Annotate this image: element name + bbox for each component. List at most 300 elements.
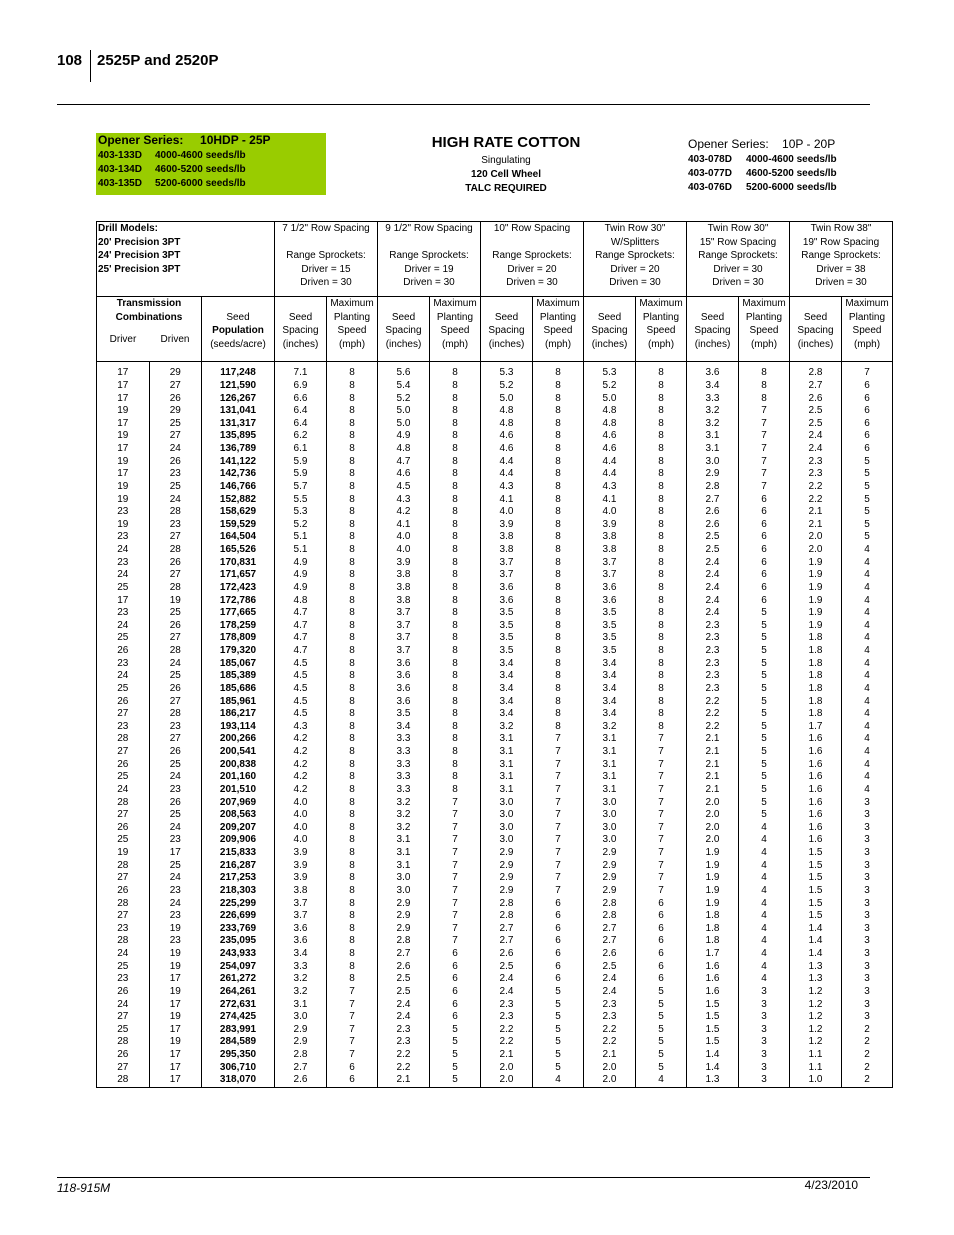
driven-header: Driven (160, 334, 190, 346)
table-cell: 5.2 (481, 380, 533, 393)
table-cell: 8 (636, 657, 687, 670)
table-cell: 2.7 (481, 935, 533, 948)
table-cell: 2.0 (687, 796, 739, 809)
table-cell: 6 (636, 897, 687, 910)
speed-header: Maximum Planting Speed (mph) (430, 297, 481, 362)
table-cell: 8 (327, 594, 378, 607)
table-cell: 6 (430, 998, 481, 1011)
table-cell: 2.9 (584, 872, 636, 885)
table-row (97, 405, 893, 418)
table-cell: 306,710 (202, 1061, 275, 1074)
table-cell: 3 (739, 1024, 790, 1037)
table-cell: 8 (327, 493, 378, 506)
table-cell: 8 (430, 367, 481, 380)
table-cell: 2.9 (378, 910, 430, 923)
table-cell: 8 (636, 367, 687, 380)
table-cell: 3.0 (584, 834, 636, 847)
table-cell: 2.7 (275, 1061, 327, 1074)
table-cell: 3.9 (275, 872, 327, 885)
table-cell: 8 (327, 670, 378, 683)
table-cell: 4.7 (378, 455, 430, 468)
table-cell: 8 (430, 708, 481, 721)
table-row (97, 1074, 893, 1087)
table-cell: 146,766 (202, 481, 275, 494)
chart-subtitle-2: 120 Cell Wheel (470, 169, 542, 180)
table-cell: 2.3 (687, 683, 739, 696)
table-row (97, 721, 893, 734)
table-cell: 200,541 (202, 746, 275, 759)
table-cell: 5 (739, 632, 790, 645)
table-cell: 3.3 (378, 771, 430, 784)
table-cell: 7 (430, 796, 481, 809)
table-cell: 3.3 (275, 960, 327, 973)
table-cell: 23 (97, 556, 150, 569)
table-cell: 6 (533, 948, 584, 961)
table-cell: 24 (149, 443, 202, 456)
table-row (97, 758, 893, 771)
table-cell: 1.7 (790, 721, 842, 734)
table-cell: 1.8 (790, 708, 842, 721)
table-cell: 1.6 (687, 960, 739, 973)
table-cell: 3.1 (584, 771, 636, 784)
table-row (97, 885, 893, 898)
table-cell: 8 (430, 771, 481, 784)
table-cell: 23 (97, 506, 150, 519)
table-cell: 3.2 (687, 418, 739, 431)
table-cell: 8 (430, 683, 481, 696)
table-cell: 23 (97, 607, 150, 620)
table-row (97, 481, 893, 494)
table-cell: 23 (149, 885, 202, 898)
table-cell: 26 (149, 455, 202, 468)
table-row (97, 544, 893, 557)
table-cell: 1.4 (790, 948, 842, 961)
drill-models-cell: Drill Models: 20' Precision 3PT 24' Precision 3PT 25' Precision 3PT (97, 222, 275, 297)
group-header: Twin Row 30" W/Splitters Range Sprockets: Driver = 20 Driven = 30 (584, 222, 687, 297)
table-cell: 4.1 (584, 493, 636, 506)
table-cell: 1.6 (687, 973, 739, 986)
opener-left-row: 403-135D 5200-6000 seeds/lb (98, 178, 246, 189)
table-cell: 6 (739, 493, 790, 506)
table-cell: 218,303 (202, 885, 275, 898)
table-cell: 3.0 (275, 1011, 327, 1024)
table-cell: 1.3 (790, 960, 842, 973)
table-cell: 1.4 (790, 923, 842, 936)
table-cell: 3.7 (584, 569, 636, 582)
table-cell: 7 (739, 481, 790, 494)
table-cell: 4.0 (275, 809, 327, 822)
table-cell: 25 (149, 418, 202, 431)
table-cell: 27 (149, 430, 202, 443)
table-cell: 1.6 (790, 809, 842, 822)
table-cell: 3.4 (481, 695, 533, 708)
table-cell: 1.2 (790, 986, 842, 999)
table-cell: 7 (327, 1024, 378, 1037)
table-cell: 5.0 (378, 418, 430, 431)
table-cell: 2.9 (584, 885, 636, 898)
table-cell: 17 (97, 418, 150, 431)
table-cell: 2.3 (481, 998, 533, 1011)
table-cell: 19 (97, 847, 150, 860)
table-cell: 24 (97, 948, 150, 961)
table-cell: 7 (327, 1049, 378, 1062)
table-cell: 4.0 (481, 506, 533, 519)
table-cell: 1.3 (687, 1074, 739, 1087)
table-cell: 1.5 (790, 872, 842, 885)
chart-heading (380, 134, 632, 196)
table-cell: 152,882 (202, 493, 275, 506)
table-cell: 243,933 (202, 948, 275, 961)
opener-series-right (688, 137, 888, 195)
table-cell: 5 (739, 809, 790, 822)
table-cell: 25 (149, 481, 202, 494)
table-cell: 4.5 (275, 708, 327, 721)
table-row (97, 910, 893, 923)
table-row (97, 1024, 893, 1037)
table-cell: 8 (533, 506, 584, 519)
table-cell: 26 (97, 986, 150, 999)
table-cell: 25 (149, 859, 202, 872)
table-cell: 178,809 (202, 632, 275, 645)
table-cell: 17 (149, 1061, 202, 1074)
table-cell: 4 (739, 897, 790, 910)
table-cell: 7 (636, 809, 687, 822)
table-row (97, 657, 893, 670)
table-cell: 3.5 (584, 645, 636, 658)
table-cell: 3.2 (378, 822, 430, 835)
table-cell: 4 (842, 582, 893, 595)
table-cell: 4 (842, 569, 893, 582)
spacing-header: Seed Spacing (inches) (275, 297, 327, 362)
table-cell: 1.9 (790, 569, 842, 582)
table-cell: 5 (636, 1061, 687, 1074)
table-cell: 4 (842, 632, 893, 645)
table-cell: 8 (327, 645, 378, 658)
table-row (97, 392, 893, 405)
table-cell: 2.3 (687, 657, 739, 670)
table-cell: 5 (739, 670, 790, 683)
table-cell: 3.2 (275, 986, 327, 999)
table-cell: 8 (430, 493, 481, 506)
header-divider (90, 50, 91, 82)
table-row (97, 872, 893, 885)
table-cell: 2.2 (378, 1061, 430, 1074)
table-cell: 3.0 (481, 809, 533, 822)
table-cell: 2.4 (481, 986, 533, 999)
table-cell: 8 (636, 468, 687, 481)
table-cell: 261,272 (202, 973, 275, 986)
table-cell: 3.2 (584, 721, 636, 734)
table-cell: 5 (533, 1024, 584, 1037)
table-cell: 121,590 (202, 380, 275, 393)
table-cell: 2.4 (584, 986, 636, 999)
table-cell: 3.4 (275, 948, 327, 961)
table-cell: 7 (533, 834, 584, 847)
table-cell: 272,631 (202, 998, 275, 1011)
table-cell: 5 (636, 1036, 687, 1049)
table-cell: 2.1 (584, 1049, 636, 1062)
table-cell: 1.5 (790, 885, 842, 898)
table-cell: 28 (97, 733, 150, 746)
table-cell: 6 (327, 1074, 378, 1087)
table-cell: 4.8 (378, 443, 430, 456)
table-cell: 8 (533, 721, 584, 734)
table-cell: 5 (739, 758, 790, 771)
table-cell: 7 (533, 885, 584, 898)
table-row (97, 809, 893, 822)
table-cell: 26 (97, 822, 150, 835)
table-cell: 8 (327, 809, 378, 822)
table-cell: 3 (842, 809, 893, 822)
table-cell: 3 (842, 1011, 893, 1024)
table-cell: 2.3 (378, 1036, 430, 1049)
table-cell: 4.4 (481, 455, 533, 468)
table-cell: 24 (97, 620, 150, 633)
table-cell: 8 (533, 380, 584, 393)
table-cell: 7 (533, 872, 584, 885)
table-cell: 178,259 (202, 620, 275, 633)
table-cell: 8 (327, 468, 378, 481)
table-cell: 3.1 (584, 784, 636, 797)
table-cell: 1.9 (790, 556, 842, 569)
table-cell: 4 (842, 657, 893, 670)
table-cell: 4.2 (378, 506, 430, 519)
table-cell: 25 (149, 809, 202, 822)
table-cell: 1.6 (790, 834, 842, 847)
table-cell: 4.6 (481, 430, 533, 443)
table-cell: 3.6 (275, 935, 327, 948)
table-cell: 7 (533, 746, 584, 759)
transmission-header: Transmission Combinations Driver Driven (97, 297, 202, 362)
table-cell: 5 (739, 683, 790, 696)
table-cell: 29 (149, 405, 202, 418)
table-cell: 8 (533, 519, 584, 532)
table-cell: 2.6 (481, 948, 533, 961)
table-cell: 2.2 (687, 695, 739, 708)
table-cell: 5 (636, 1049, 687, 1062)
table-row (97, 733, 893, 746)
table-cell: 3 (739, 1049, 790, 1062)
table-cell: 5 (739, 645, 790, 658)
table-cell: 1.1 (790, 1061, 842, 1074)
table-cell: 5 (430, 1049, 481, 1062)
table-cell: 28 (97, 1074, 150, 1087)
table-cell: 4.2 (275, 758, 327, 771)
spacing-header: Seed Spacing (inches) (790, 297, 842, 362)
table-cell: 27 (97, 1011, 150, 1024)
table-cell: 2.0 (584, 1061, 636, 1074)
table-cell: 3.8 (481, 544, 533, 557)
table-row (97, 506, 893, 519)
table-cell: 2.4 (481, 973, 533, 986)
table-cell: 1.9 (790, 620, 842, 633)
table-cell: 3.4 (378, 721, 430, 734)
table-cell: 165,526 (202, 544, 275, 557)
table-cell: 4.2 (275, 746, 327, 759)
table-cell: 5 (430, 1024, 481, 1037)
table-cell: 2.6 (687, 519, 739, 532)
table-cell: 3.0 (481, 822, 533, 835)
table-cell: 254,097 (202, 960, 275, 973)
table-cell: 24 (97, 998, 150, 1011)
table-cell: 4.3 (275, 721, 327, 734)
table-cell: 8 (327, 569, 378, 582)
table-row (97, 796, 893, 809)
table-cell: 8 (327, 859, 378, 872)
table-row (97, 923, 893, 936)
table-cell: 17 (149, 847, 202, 860)
table-cell: 2.0 (481, 1061, 533, 1074)
table-cell: 5 (842, 506, 893, 519)
table-cell: 8 (533, 405, 584, 418)
document-number: 118-915M (57, 1181, 111, 1195)
table-cell: 3.5 (584, 607, 636, 620)
table-cell: 3 (842, 948, 893, 961)
table-cell: 3.7 (481, 569, 533, 582)
table-cell: 5 (739, 657, 790, 670)
table-row (97, 935, 893, 948)
table-cell: 4.9 (275, 569, 327, 582)
table-cell: 8 (327, 758, 378, 771)
table-cell: 2.0 (790, 531, 842, 544)
table-cell: 7 (430, 935, 481, 948)
table-cell: 8 (636, 683, 687, 696)
table-cell: 4 (739, 948, 790, 961)
table-cell: 5.7 (275, 481, 327, 494)
table-cell: 27 (149, 733, 202, 746)
table-cell: 25 (97, 683, 150, 696)
table-cell: 1.6 (790, 746, 842, 759)
table-row (97, 519, 893, 532)
table-row (97, 1036, 893, 1049)
table-cell: 23 (97, 531, 150, 544)
table-cell: 27 (97, 1061, 150, 1074)
table-cell: 7 (636, 733, 687, 746)
table-cell: 4.7 (275, 620, 327, 633)
table-cell: 28 (149, 544, 202, 557)
table-cell: 2.1 (687, 746, 739, 759)
table-row (97, 632, 893, 645)
table-cell: 27 (149, 695, 202, 708)
table-cell: 7 (327, 1036, 378, 1049)
table-cell: 1.8 (790, 695, 842, 708)
table-cell: 28 (97, 897, 150, 910)
table-cell: 26 (97, 645, 150, 658)
table-cell: 4.6 (584, 430, 636, 443)
table-cell: 3.7 (481, 556, 533, 569)
table-cell: 4.5 (275, 695, 327, 708)
spacing-header: Seed Spacing (inches) (687, 297, 739, 362)
table-cell: 4.0 (275, 822, 327, 835)
table-row (97, 1061, 893, 1074)
table-cell: 2.2 (481, 1036, 533, 1049)
table-cell: 1.9 (790, 607, 842, 620)
table-cell: 4.5 (275, 670, 327, 683)
table-cell: 8 (327, 380, 378, 393)
table-cell: 26 (97, 885, 150, 898)
table-cell: 8 (327, 455, 378, 468)
table-cell: 3 (842, 885, 893, 898)
table-cell: 2.2 (584, 1036, 636, 1049)
table-cell: 177,665 (202, 607, 275, 620)
table-cell: 4.8 (584, 418, 636, 431)
table-cell: 8 (430, 746, 481, 759)
table-cell: 1.5 (687, 1011, 739, 1024)
table-cell: 4 (842, 733, 893, 746)
speed-header: Maximum Planting Speed (mph) (739, 297, 790, 362)
table-cell: 4.4 (584, 455, 636, 468)
table-row (97, 859, 893, 872)
table-cell: 3.5 (584, 632, 636, 645)
table-cell: 6 (430, 948, 481, 961)
table-cell: 2.3 (687, 645, 739, 658)
table-cell: 8 (327, 885, 378, 898)
table-cell: 6 (739, 594, 790, 607)
table-cell: 3.0 (584, 796, 636, 809)
table-cell: 7 (430, 872, 481, 885)
table-cell: 5 (842, 481, 893, 494)
table-body (97, 362, 893, 1088)
table-cell: 24 (97, 784, 150, 797)
table-cell: 3.9 (481, 519, 533, 532)
table-cell: 3.5 (481, 607, 533, 620)
table-cell: 6 (533, 910, 584, 923)
seed-rate-table (96, 221, 893, 1088)
table-cell: 3.0 (481, 834, 533, 847)
table-cell: 2.7 (584, 923, 636, 936)
table-cell: 8 (533, 582, 584, 595)
table-cell: 7 (430, 834, 481, 847)
table-cell: 5 (842, 493, 893, 506)
table-cell: 6.4 (275, 418, 327, 431)
table-cell: 8 (533, 493, 584, 506)
table-cell: 1.5 (687, 1036, 739, 1049)
table-cell: 209,906 (202, 834, 275, 847)
table-cell: 6 (430, 1011, 481, 1024)
table-cell: 2.2 (790, 493, 842, 506)
table-cell: 7 (430, 897, 481, 910)
table-cell: 6 (636, 973, 687, 986)
table-cell: 1.9 (687, 847, 739, 860)
table-cell: 4.5 (275, 657, 327, 670)
table-cell: 8 (636, 443, 687, 456)
table-cell: 8 (327, 771, 378, 784)
table-cell: 8 (327, 948, 378, 961)
table-cell: 28 (149, 708, 202, 721)
table-cell: 17 (97, 594, 150, 607)
table-cell: 5.3 (275, 506, 327, 519)
table-cell: 8 (327, 796, 378, 809)
table-cell: 24 (97, 569, 150, 582)
table-cell: 8 (327, 430, 378, 443)
table-cell: 2.1 (687, 771, 739, 784)
opener-right-row: 403-076D 5200-6000 seeds/lb (688, 182, 837, 193)
table-row (97, 569, 893, 582)
table-cell: 2.9 (584, 847, 636, 860)
table-cell: 8 (327, 822, 378, 835)
table-cell: 2.3 (378, 1024, 430, 1037)
table-cell: 7 (533, 822, 584, 835)
table-cell: 8 (636, 493, 687, 506)
table-cell: 3.7 (378, 620, 430, 633)
table-cell: 4 (842, 784, 893, 797)
table-cell: 19 (97, 405, 150, 418)
table-cell: 17 (97, 468, 150, 481)
table-cell: 26 (97, 695, 150, 708)
table-cell: 5 (842, 531, 893, 544)
table-cell: 8 (430, 430, 481, 443)
table-cell: 8 (327, 784, 378, 797)
